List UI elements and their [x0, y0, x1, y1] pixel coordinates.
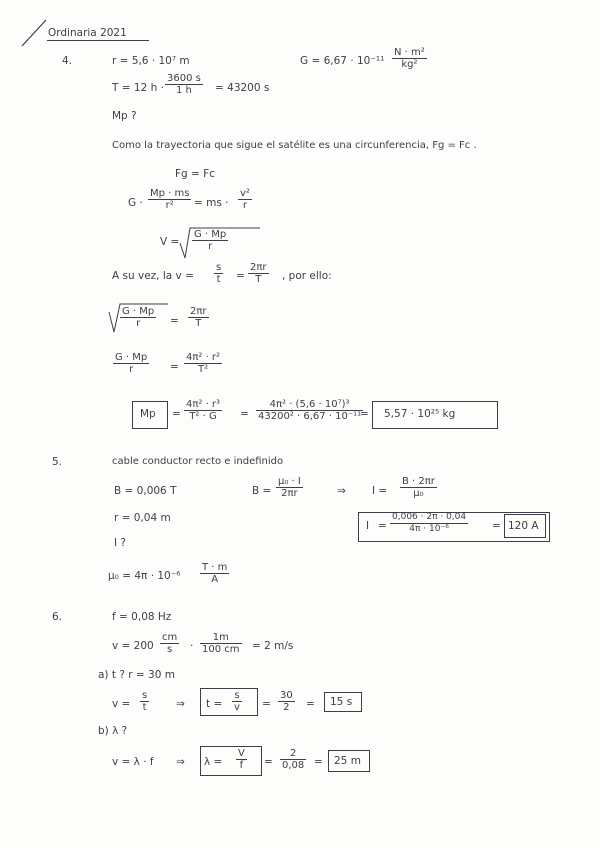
q6-b-fraction-1: $\frac{V}{f}$	[238, 748, 245, 771]
q6-a-arrow: ⇒	[176, 698, 185, 710]
q5-formula-i: I =	[372, 485, 388, 497]
q4-eq5-eq: =	[170, 361, 179, 373]
q4-unknown: Mp ?	[112, 110, 137, 122]
q6-a-eq2: =	[306, 698, 315, 710]
q4-eq4-rhs-fraction: $\frac{2\pi r}{T}$	[190, 306, 207, 329]
q4-eq4-lhs-fraction: $\frac{G \cdot Mp}{r}$	[122, 306, 155, 329]
q6-b-eq1: =	[264, 756, 273, 768]
q6-a-fraction-3: $\frac{30}{2}$	[280, 690, 293, 713]
q4-eq5-rhs-fraction: $\frac{\text{4π² · r²}}{\text{T²}}$	[186, 352, 221, 375]
q4-result-value: 5,57 · 10²⁵ kg	[384, 408, 456, 420]
q4-also-eq: =	[236, 270, 245, 282]
q4-result-lhs: Mp	[140, 408, 156, 420]
q4-force-balance: Fg = Fc	[175, 168, 215, 180]
q5-formula-fraction: $\frac{\text{μ₀ · I}}{2\pi r}$	[278, 476, 301, 499]
q6-a-v: v =	[112, 698, 131, 710]
q4-statement: Como la trayectoria que sigue el satélite es una circunferencia, Fg = Fc .	[112, 140, 477, 151]
q4-period-result: = 43200 s	[215, 82, 270, 94]
q4-period-conversion: $\frac{3600 s}{1 h}$	[167, 73, 201, 96]
q6-velocity: v = 200	[112, 640, 154, 652]
q5-unknown: I ?	[114, 537, 127, 549]
q5-permeability: μ₀ = 4π · 10⁻⁶	[108, 570, 181, 582]
q4-result-eq1: =	[172, 408, 181, 420]
q4-also: A su vez, la v =	[112, 270, 194, 282]
q4-result-fraction-2: $\frac{\text{4π² · (5,6 · 10⁷)³}}{\text{43200² · 6,67 · 10⁻¹¹}}$	[258, 399, 362, 422]
exam-title: Ordinaria 2021	[48, 27, 127, 39]
q4-result-eq3: =	[360, 408, 369, 420]
q6-velocity-dot: ·	[190, 640, 194, 652]
q5-result-fraction: $\frac{0,006 \cdot 2\pi \cdot 0,04}{\text{4π · 10⁻⁶}}$	[392, 512, 467, 534]
q6-a-t: t =	[206, 698, 223, 710]
q4-eq3-fraction: $\frac{G \cdot Mp}{r}$	[194, 229, 227, 252]
q6-frequency: f = 0,08 Hz	[112, 611, 172, 623]
q5-field: B = 0,006 T	[114, 485, 177, 497]
q5-result-eq1: =	[378, 520, 387, 532]
q5-radius: r = 0,04 m	[114, 512, 171, 524]
q4-eq3-v: V =	[160, 236, 180, 248]
q5-arrow: ⇒	[337, 485, 346, 497]
q5-result-lhs: I	[366, 520, 370, 532]
q4-number: 4.	[62, 55, 73, 67]
q5-formula-i-fraction: $\frac{B \cdot 2\pi r}{\text{μ₀}}$	[402, 476, 435, 499]
q4-eq2-lhs-fraction: $\frac{Mp \cdot ms}{\text{r²}}$	[150, 188, 190, 211]
q4-radius: r = 5,6 · 10⁷ m	[112, 55, 190, 67]
q6-a-fraction-1: $\frac{s}{t}$	[142, 690, 148, 713]
q4-result-eq2: =	[240, 408, 249, 420]
q4-eq2-rhs-fraction: $\frac{\text{v²}}{r}$	[240, 188, 250, 211]
q4-result-fraction-1: $\frac{\text{4π² · r³}}{\text{T² · G}}$	[186, 399, 221, 422]
q4-period: T = 12 h ·	[112, 82, 164, 94]
q4-also-end: , por ello:	[282, 270, 332, 282]
q5-permeability-units: $\frac{T \cdot m}{A}$	[202, 562, 228, 585]
q6-b-value: 25 m	[334, 755, 361, 767]
q6-velocity-units: $\frac{cm}{s}$	[162, 632, 178, 655]
q4-eq2-g: G ·	[128, 197, 143, 209]
q6-a-fraction-2: $\frac{s}{v}$	[234, 690, 240, 713]
q4-gravitational-constant: G = 6,67 · 10⁻¹¹	[300, 55, 385, 67]
q5-number: 5.	[52, 456, 63, 468]
q6-b-equation: v = λ · f	[112, 756, 154, 768]
q6-b-fraction-2: $\frac{2}{0,08}$	[282, 748, 305, 771]
q6-b-lambda: λ =	[204, 756, 223, 768]
q5-result-value: 120 A	[508, 520, 539, 532]
q5-formula-b: B =	[252, 485, 272, 497]
title-underline	[47, 40, 149, 41]
q6-part-a-label: a) t ? r = 30 m	[98, 669, 175, 681]
q4-also-fraction-2: $\frac{2\pi r}{T}$	[250, 262, 267, 285]
q6-a-eq: =	[262, 698, 271, 710]
q6-b-eq2: =	[314, 756, 323, 768]
q6-velocity-result: = 2 m/s	[252, 640, 294, 652]
q6-b-arrow: ⇒	[176, 756, 185, 768]
q6-velocity-conversion: $\frac{1m}{100 cm}$	[202, 632, 240, 655]
q4-eq2-mid: = ms ·	[194, 197, 229, 209]
q4-g-units: $\frac{\text{N · m²}}{\text{kg²}}$	[394, 47, 425, 70]
q5-result-eq2: =	[492, 520, 501, 532]
q4-eq4-eq: =	[170, 315, 179, 327]
q6-a-value: 15 s	[330, 696, 353, 708]
q4-also-fraction-1: $\frac{s}{t}$	[216, 262, 222, 285]
q6-part-b-label: b) λ ?	[98, 725, 128, 737]
q5-statement: cable conductor recto e indefinido	[112, 456, 284, 467]
q6-number: 6.	[52, 611, 63, 623]
q4-eq5-lhs-fraction: $\frac{G \cdot Mp}{r}$	[115, 352, 148, 375]
